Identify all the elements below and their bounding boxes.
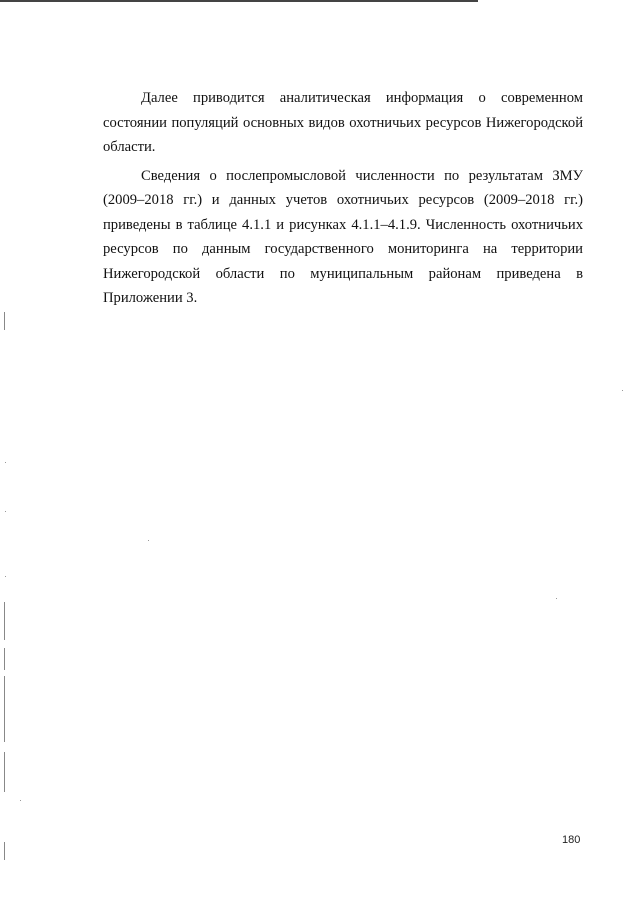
page-number: 180 (562, 834, 581, 846)
scan-artifact-dot (20, 800, 21, 801)
top-edge-rule (0, 0, 478, 2)
paragraph-census-info: Сведения о послепромысловой численности по результатам ЗМУ (2009–2018 гг.) и данных учетов охотничьих ресурсов (2009–2018 гг.) приведены в таблице 4.1.1 и рисунках 4.1.1–4.1.9. Численность охотничьих ресурсов по данным государственного мониторинга на территории Нижегородской области по муниципальным районам приведена в Приложении 3. (103, 167, 583, 306)
scan-artifact-dot (5, 462, 6, 463)
scan-artifact-dot (622, 390, 623, 391)
scan-artifact-line (4, 842, 5, 860)
scan-artifact-dot (5, 511, 6, 512)
scan-artifact-dot (5, 576, 6, 577)
scan-artifact-dot (556, 598, 557, 599)
scan-artifact-line (4, 602, 5, 640)
paragraph-intro: Далее приводится аналитическая информация о современном состоянии популяций основных видов охотничьих ресурсов Нижегородской области. (103, 90, 583, 155)
scan-artifact-line (4, 648, 5, 670)
scan-artifact-line (4, 752, 5, 792)
scan-artifact-line (4, 676, 5, 742)
document-body (103, 86, 583, 315)
scan-artifact-dot (148, 540, 149, 541)
scan-artifact-line (4, 312, 5, 330)
